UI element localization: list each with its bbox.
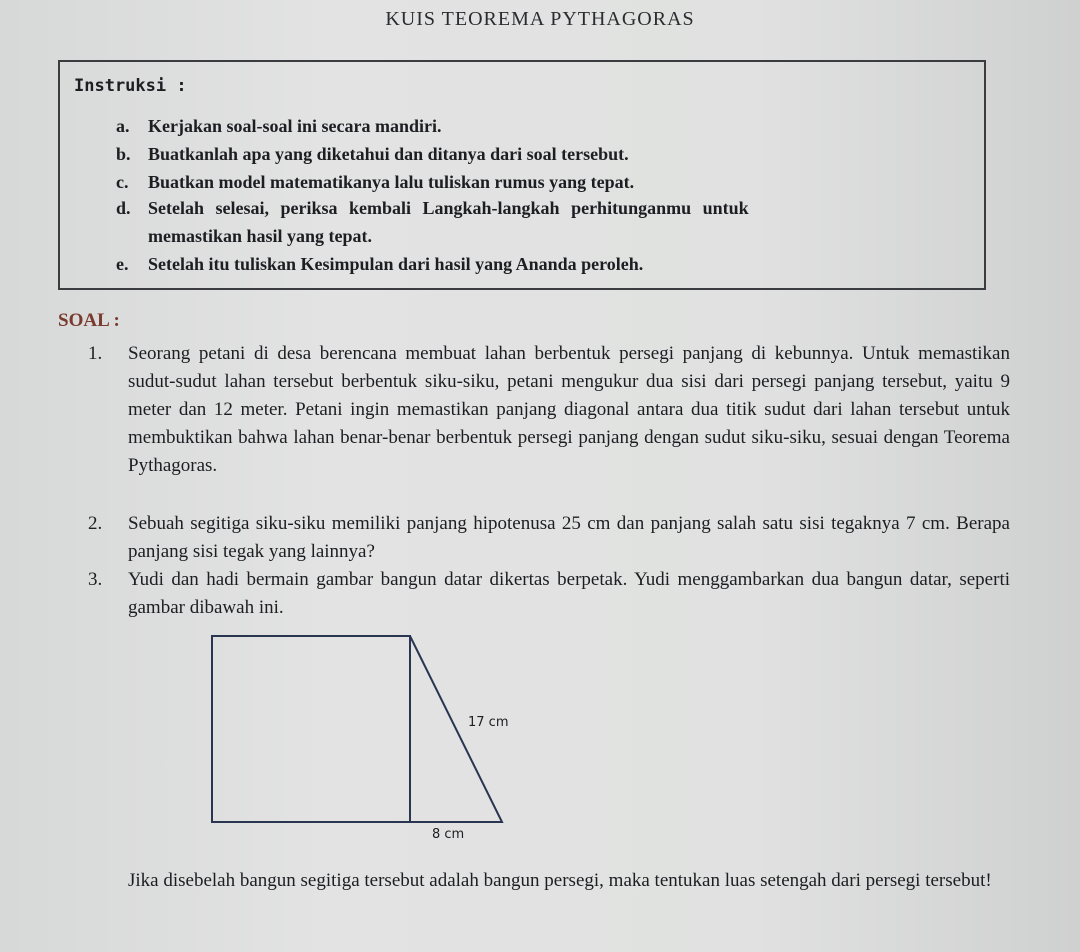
instruction-item	[116, 198, 956, 219]
instruction-text: Setelah selesai, periksa kembali Langkah-langkah perhitunganmu untuk	[148, 198, 749, 218]
instruction-item	[116, 116, 956, 137]
instruction-label: b.	[116, 144, 131, 164]
quiz-title: KUIS TEOREMA PYTHAGORAS	[385, 8, 695, 30]
base-label: 8 cm	[432, 827, 465, 842]
instruction-text: Setelah itu tuliskan Kesimpulan dari hasil yang Ananda peroleh.	[148, 254, 644, 274]
question-text: Sebuah segitiga siku-siku memiliki panjang hipotenusa 25 cm dan panjang salah satu sisi tegaknya 7 cm. Berapa panjang sisi tegak yang lainnya?	[128, 513, 1010, 562]
question-3	[88, 566, 1010, 622]
square-shape	[212, 636, 410, 822]
instruction-text: Kerjakan soal-soal ini secara mandiri.	[148, 116, 442, 136]
instructions-box	[58, 60, 986, 290]
instruction-item	[116, 144, 956, 165]
instruction-text: Buatkan model matematikanya lalu tuliskan rumus yang tepat.	[148, 172, 635, 192]
instruction-label: a.	[116, 116, 130, 136]
instruction-text: memastikan hasil yang tepat.	[148, 226, 373, 246]
instruction-item	[116, 254, 956, 275]
instruction-label: e.	[116, 254, 129, 274]
square-triangle-figure	[200, 628, 520, 858]
instruction-label: d.	[116, 198, 131, 218]
soal-heading: SOAL :	[58, 310, 120, 331]
instruction-text: Buatkanlah apa yang diketahui dan ditanya dari soal tersebut.	[148, 144, 629, 164]
question-number: 2.	[88, 513, 103, 534]
question-1	[88, 340, 1010, 480]
closing-question: Jika disebelah bangun segitiga tersebut adalah bangun persegi, maka tentukan luas setengah dari persegi tersebut!	[128, 870, 992, 891]
question-2	[88, 510, 1010, 566]
question-text: Seorang petani di desa berencana membuat lahan berbentuk persegi panjang di kebunnya. Untuk memastikan sudut-sudut lahan tersebut berbentuk siku-siku, petani mengukur dua sisi dari persegi panjang tersebut, yaitu 9 meter dan 12 meter. Petani ingin memastikan panjang diagonal antara dua titik sudut dari lahan tersebut untuk membuktikan bahwa lahan benar-benar berbentuk persegi panjang dengan sudut siku-siku, sesuai dengan Teorema Pythagoras.	[128, 343, 1010, 476]
instruction-item-continuation	[148, 226, 988, 247]
instruction-item	[116, 172, 956, 193]
hypotenuse-label: 17 cm	[468, 715, 509, 730]
instructions-heading: Instruksi :	[74, 76, 187, 96]
question-number: 3.	[88, 569, 103, 590]
question-number: 1.	[88, 343, 103, 364]
question-text: Yudi dan hadi bermain gambar bangun datar dikertas berpetak. Yudi menggambarkan dua bangun datar, seperti gambar dibawah ini.	[128, 569, 1010, 618]
instruction-label: c.	[116, 172, 129, 192]
